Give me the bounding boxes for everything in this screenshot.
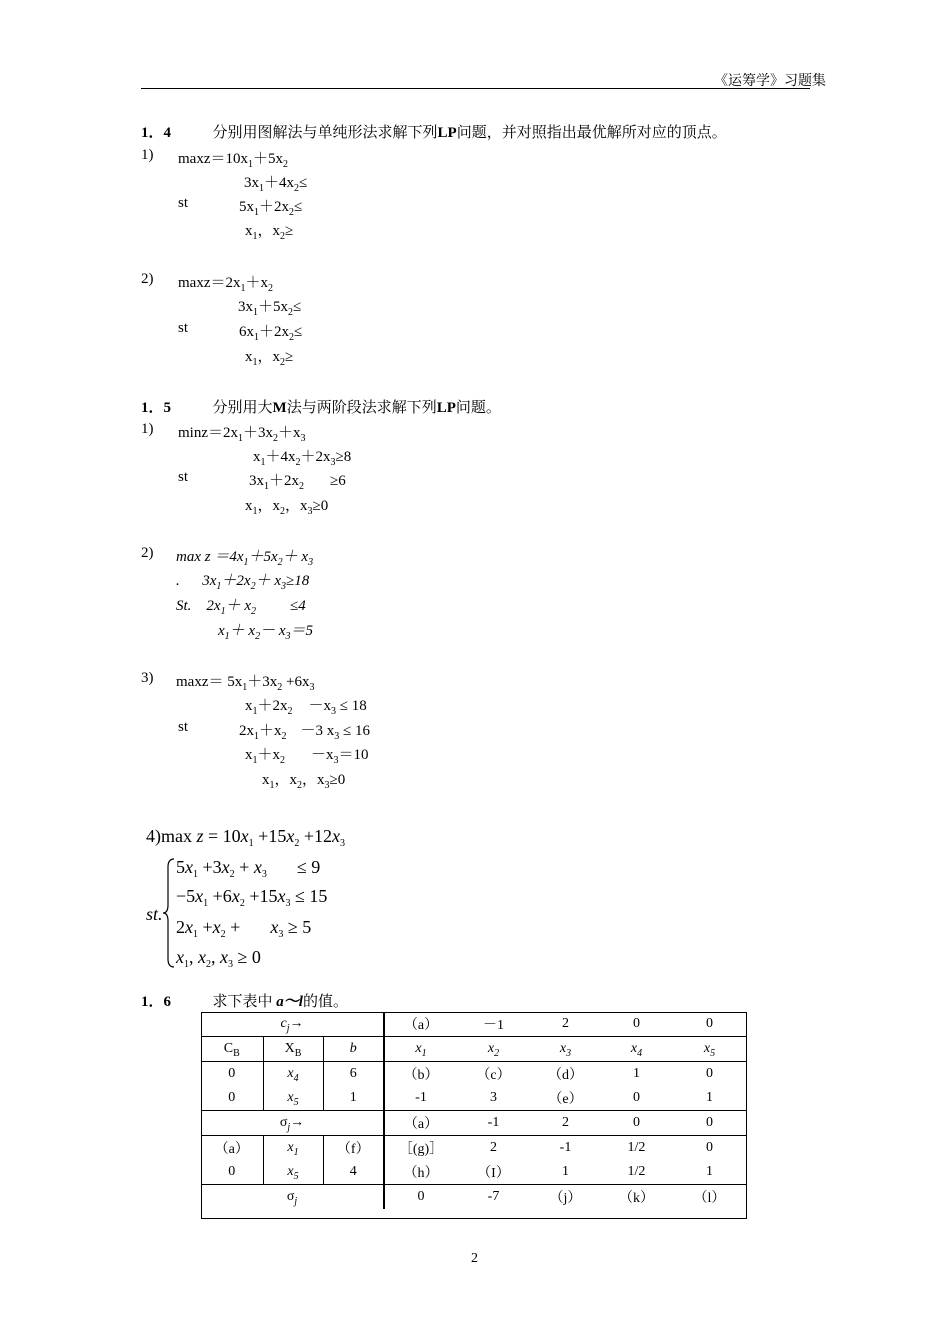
cell: 1 (706, 1164, 713, 1179)
cell: 0 (228, 1164, 236, 1179)
p15-q2-objective: $\max z =4x_1+5x_2+ x_3$ (176, 549, 314, 568)
q1-c2: $5x_1+2x_2\le$ (239, 199, 303, 218)
cell: 1/2 (627, 1164, 646, 1179)
q1-label: 1) (141, 147, 154, 163)
problem-text: 分别用图解法与单纯形法求解下列 (212, 125, 438, 141)
cell: 0 (384, 1185, 457, 1210)
cell: （a） (403, 1018, 439, 1033)
cell: 0 (633, 1016, 640, 1031)
cell: 1 (323, 1086, 384, 1111)
cell: 0 (672, 1062, 747, 1087)
cell: 2 (457, 1136, 530, 1161)
q1-st: st (178, 195, 189, 211)
cell: ［(g)］ (384, 1136, 457, 1161)
x5-header: $x_5$ (672, 1037, 747, 1062)
cell: 2 (530, 1111, 601, 1136)
q2-c3: $x_1$，$x_2\ge$ (245, 349, 294, 368)
p15-q3-st: st (178, 719, 189, 735)
q2-label: 2) (141, 271, 154, 287)
p15-q3-objective: $\max z= 5x_1+3x_2 +6x_3$ (176, 674, 315, 693)
p15-q3-c4: $x_1$，$x_2$，$x_3\ge 0$ (262, 772, 346, 791)
cell: 3 (490, 1090, 497, 1105)
cell: $x_4$ (263, 1062, 323, 1087)
cell: （d） (530, 1062, 601, 1087)
cell: 0 (228, 1090, 236, 1105)
q2-c2: $6x_1+2x_2\le$ (239, 324, 303, 343)
cell: 0 (706, 1016, 713, 1031)
cell: $x_5$ (263, 1086, 323, 1111)
cell: （b） (384, 1062, 457, 1087)
q2-c1: $3x_1+5x_2\le$ (238, 299, 302, 318)
cb-header: $C_B$ (201, 1037, 263, 1062)
p15-q4-objective: 4)max $z = 10x_1 +15x_2 +12x_3$ (146, 826, 345, 849)
cell: （f） (323, 1136, 384, 1161)
p15-q1-c1: $x_1+4x_2+2x_3\ge 8$ (253, 449, 352, 468)
b-header: b (323, 1037, 384, 1062)
problem-text-2: 问题，并对照指出最优解所对应的顶点。 (456, 125, 727, 141)
cell: （l） (672, 1185, 747, 1210)
p15-q2-c1: . $3x_1+2x_2+ x_3\ge 18$ (176, 573, 310, 592)
q2-objective: $\max z=2x_1+x_2$ (178, 275, 273, 294)
cell: 0 (672, 1136, 747, 1161)
p15-q2-c3: $x_1+ x_2- x_3=5$ (218, 623, 314, 642)
cell: 6 (323, 1062, 384, 1087)
header-title: 《运筹学》习题集 (714, 74, 826, 89)
q2-st: st (178, 320, 189, 336)
cell: （a） (384, 1111, 457, 1136)
p15-q1-c2: $3x_1+2x_2 \ge 6$ (249, 473, 346, 492)
cell: $x_5$ (263, 1160, 323, 1185)
cell: $x_1$ (263, 1136, 323, 1161)
x3-header: $x_3$ (530, 1037, 601, 1062)
cell: -1 (530, 1136, 601, 1161)
p15-q4-c2: $-5x_1 +6x_2 +15x_3 \le 15$ (176, 886, 328, 909)
p15-q3-c2: $2x_1+x_2 -3$ $x_3 \le 16$ (239, 723, 371, 742)
p15-q3-c3: $x_1+x_2 -x_3=10$ (245, 747, 369, 766)
cell: 2 (562, 1016, 569, 1031)
lp-label: LP (437, 125, 457, 141)
sigma-footer: $\sigma_j$ (201, 1185, 384, 1210)
cell: （I） (477, 1166, 510, 1181)
q1-objective: $\max z=10x_1+5x_2$ (178, 151, 288, 170)
x4-header: $x_4$ (601, 1037, 672, 1062)
cell: 1 (601, 1062, 672, 1087)
cell: 1 (562, 1164, 569, 1179)
cell: （e） (548, 1092, 583, 1107)
problem-1-4-heading (141, 121, 727, 142)
cell: （c） (457, 1062, 530, 1087)
cell: -7 (457, 1185, 530, 1210)
p15-q1-label: 1) (141, 421, 154, 437)
p15-q3-c1: $x_1+2x_2 -x_3 \le 18$ (245, 698, 367, 717)
p15-q1-st: st (178, 469, 189, 485)
p15-q4-c4: $x_1$, $x_2$, $x_3 \ge 0$ (176, 947, 261, 970)
problem-1-5-heading: 1．5 分别用大M法与两阶段法求解下列LP问题。 (141, 400, 501, 416)
cell: 0 (672, 1111, 747, 1136)
header-rule (141, 88, 810, 89)
cell: （h） (403, 1166, 439, 1181)
x1-header: $x_1$ (384, 1037, 457, 1062)
q1-c3: $x_1$，$x_2\ge$ (245, 223, 294, 242)
page-number: 2 (471, 1251, 478, 1266)
cell: （k） (601, 1185, 672, 1210)
constraint-brace (162, 857, 176, 969)
cell: 4 (323, 1160, 384, 1185)
p15-q1-c3: $x_1$，$x_2$，$x_3\ge 0$ (245, 498, 329, 517)
cell: （j） (530, 1185, 601, 1210)
problem-1-6-heading: 1．6 求下表中 a～l的值。 (141, 994, 348, 1010)
p15-q2-label: 2) (141, 545, 154, 561)
cell: （a） (201, 1136, 263, 1161)
p15-q3-label: 3) (141, 670, 154, 686)
p15-q4-c3: $2x_1 +x_2 + x_3 \ge 5$ (176, 917, 312, 940)
cell: -1 (457, 1111, 530, 1136)
cell: 0 (601, 1111, 672, 1136)
xb-header: $X_B$ (263, 1037, 323, 1062)
x2-header: $x_2$ (457, 1037, 530, 1062)
cell: 0 (201, 1062, 263, 1087)
cj-header: $c_j\to$ (201, 1012, 384, 1037)
cell: 1/2 (601, 1136, 672, 1161)
cell: 1 (706, 1090, 713, 1105)
p15-q4-st: st. (146, 904, 163, 924)
q1-c1: $3x_1+4x_2\le$ (244, 175, 308, 194)
cell: 0 (633, 1090, 640, 1105)
p15-q4-c1: $5x_1 +3x_2 + x_3 \le 9$ (176, 857, 321, 880)
p15-q2-c2: St. $2x_1+ x_2 \le 4$ (176, 598, 306, 617)
cell: -1 (415, 1090, 427, 1105)
sigma-header: $\sigma_j\to$ (201, 1111, 384, 1136)
problem-number: 1．4 (141, 125, 172, 141)
cell: －1 (483, 1018, 504, 1033)
p15-q1-objective: $\min z=2x_1+3x_2+x_3$ (178, 425, 306, 444)
simplex-table (201, 1012, 747, 1209)
